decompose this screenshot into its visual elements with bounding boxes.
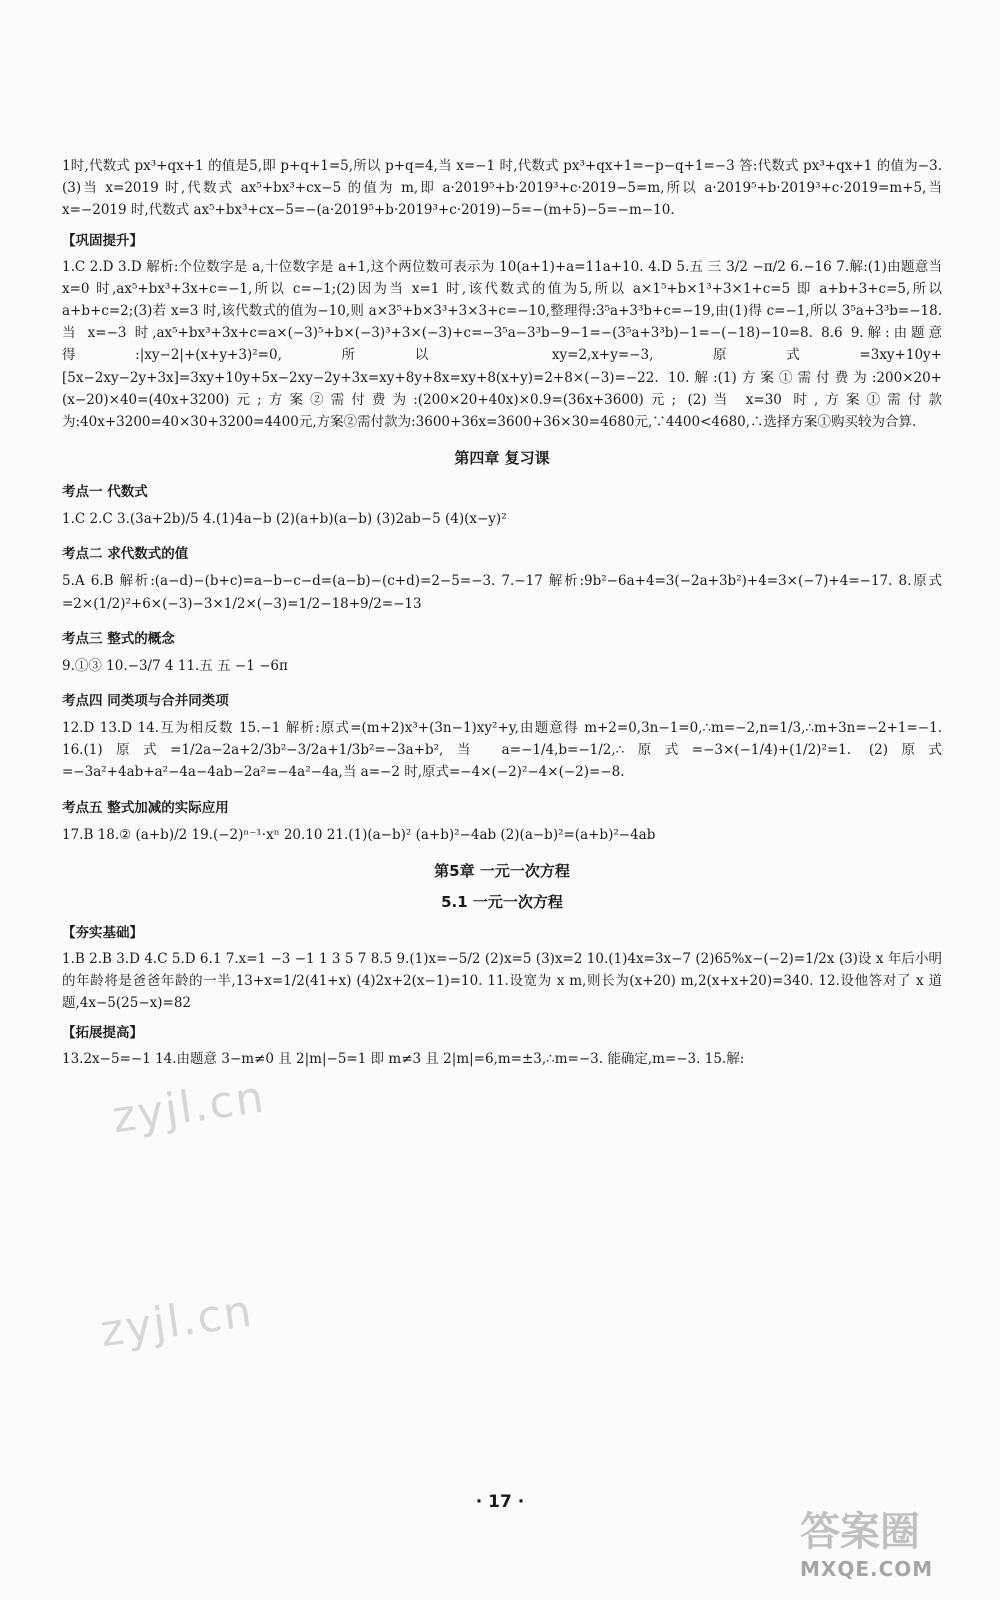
page-number: · 17 · — [475, 1492, 525, 1512]
logo-text: 答案圈 — [800, 1509, 920, 1555]
topic2-answers: 5.A 6.B 解析:(a−d)−(b+c)=a−b−c−d=(a−b)−(c+d)=2−5=−3. 7.−17 解析:9b²−6a+4=3(−2a+3b²)+4=3×(−7)+4=−17. 8.原式=2×(1/2)²+6×(−3)−3×1/2×(−3)=1/2−18+9/2=−13 — [62, 573, 942, 612]
topic2-title: 考点二 求代数式的值 — [62, 546, 189, 563]
mxqe-logo — [800, 1500, 990, 1595]
topic5-title: 考点五 整式加减的实际应用 — [62, 799, 229, 816]
basics-answers: 1.B 2.B 3.D 4.C 5.D 6.1 7.x=1 −3 −1 1 3 5 7 8.5 9.(1)x=−5/2 (2)x=5 (3)x=2 10.(1)4x=3x−7 (2)65%x−(−2)=1/2x (3)设 x 年后小明的年龄将是爸爸年龄的一半,13+x=1/2(41+x) (4)2x+2(x−1)=10. 11.设宽为 x m,则长为(x+20) m,2(x+x+20)=340. 12.设他答对了 x 道题,4x−5(25−x)=82 — [62, 950, 942, 1012]
watermark-zyjl-2: zyjl.cn — [97, 1285, 257, 1358]
basics-header: 【夯实基础】 — [62, 924, 143, 941]
page-content — [62, 155, 942, 1071]
extension-answers: 13.2x−5=−1 14.由题意 3−m≠0 且 2|m|−5=1 即 m≠3 且 2|m|=6,m=±3,∴m=−3. 能确定,m=−3. 15.解: — [62, 1051, 745, 1068]
topic5-answers: 17.B 18.② (a+b)/2 19.(−2)ⁿ⁻¹·xⁿ 20.10 21.(1)(a−b)² (a+b)²−4ab (2)(a−b)²=(a+b)²−4ab — [62, 826, 656, 843]
chapter4-title: 第四章 复习课 — [454, 449, 550, 468]
topic4-answers: 12.D 13.D 14.互为相反数 15.−1 解析:原式=(m+2)x³+(3n−1)xy²+y,由题意得 m+2=0,3n−1=0,∴m=−2,n=1/3,∴m+3n=−2+1=−1. 16.(1)原式=1/2a−2a+2/3b²−3/2a+1/3b²=−3a+b²,当 a=−1/4,b=−1/2,∴原式=−3×(−1/4)+(1/2)²=1. (2)原式=−3a²+4ab+a²−4a−4ab−2a²=−4a²−4a,当 a=−2 时,原式=−4×(−2)²−4×(−2)=−8. — [62, 720, 942, 781]
topic1-title: 考点一 代数式 — [62, 484, 148, 501]
topic3-title: 考点三 整式的概念 — [62, 630, 175, 647]
consolidate-header: 【巩固提升】 — [62, 232, 143, 249]
consolidate-answers: 1.C 2.D 3.D 解析:个位数字是 a,十位数字是 a+1,这个两位数可表示为 10(a+1)+a=11a+10. 4.D 5.五 三 3/2 −π/2 6.−16 7.解:(1)由题意当 x=0 时,ax⁵+bx³+3x+c=−1,所以 c=−1;(2)因为当 x=1 时,该代数式的值为5,所以 a×1⁵+b×1³+3×1+c=5 即 a+b+3+c=5,所以 a+b+c=2;(3)若 x=3 时,该代数式的值为−10,则 a×3⁵+b×3³+3×3+c=−10,整理得:3⁵a+3³b+c=−19,由(1)得 c=−1,所以 3⁵a+3³b=−18.当 x=−3 时,ax⁵+bx³+3x+c=a×(−3)⁵+b×(−3)³+3×(−3)+c=−3⁵a−3³b−9−1=−(3⁵a+3³b)−1=−(−18)−10=8. 8.6 9.解:由题意得:|xy−2|+(x+y+3)²=0,所以 xy=2,x+y=−3,原式=3xy+10y+[5x−2xy−2y+3x]=3xy+10y+5x−2xy−2y+3x=xy+8y+8x=xy+8(x+y)=2+8×(−3)=−22. 10.解:(1)方案①需付费为:200×20+(x−20)×40=(40x+3200)元;方案②需付费为:(200×20+40x)×0.9=(36x+3600)元; (2)当 x=30 时,方案①需付款为:40x+3200=40×30+3200=4400元,方案②需付款为:3600+36x=3600+36×30=4680元,∵4400<4680,∴选择方案①购买较为合算. — [62, 258, 942, 431]
topic4-title: 考点四 同类项与合并同类项 — [62, 693, 229, 710]
topic3-answers: 9.①③ 10.−3/7 4 11.五 五 −1 −6π — [62, 657, 288, 674]
topic1-answers: 1.C 2.C 3.(3a+2b)/5 4.(1)4a−b (2)(a+b)(a−b) (3)2ab−5 (4)(x−y)² — [62, 511, 507, 528]
logo-domain: MXQE.COM — [800, 1557, 934, 1581]
section-5-1-title: 5.1 一元一次方程 — [441, 892, 563, 911]
continuation-paragraph: 1时,代数式 px³+qx+1 的值是5,即 p+q+1=5,所以 p+q=4,当 x=−1 时,代数式 px³+qx+1=−p−q+1=−3 答:代数式 px³+qx+1 的值为−3. (3)当 x=2019 时,代数式 ax⁵+bx³+cx−5 的值为 m,即 a·2019⁵+b·2019³+c·2019−5=m,所以 a·2019⁵+b·2019³+c·2019=m+5,当 x=−2019 时,代数式 ax⁵+bx³+cx−5=−(a·2019⁵+b·2019³+c·2019)−5=−(m+5)−5=−m−10. — [62, 158, 942, 219]
chapter5-title: 第5章 一元一次方程 — [434, 861, 570, 880]
extension-header: 【拓展提高】 — [62, 1025, 143, 1042]
watermark-zyjl-1: zyjl.cn — [109, 1071, 269, 1144]
